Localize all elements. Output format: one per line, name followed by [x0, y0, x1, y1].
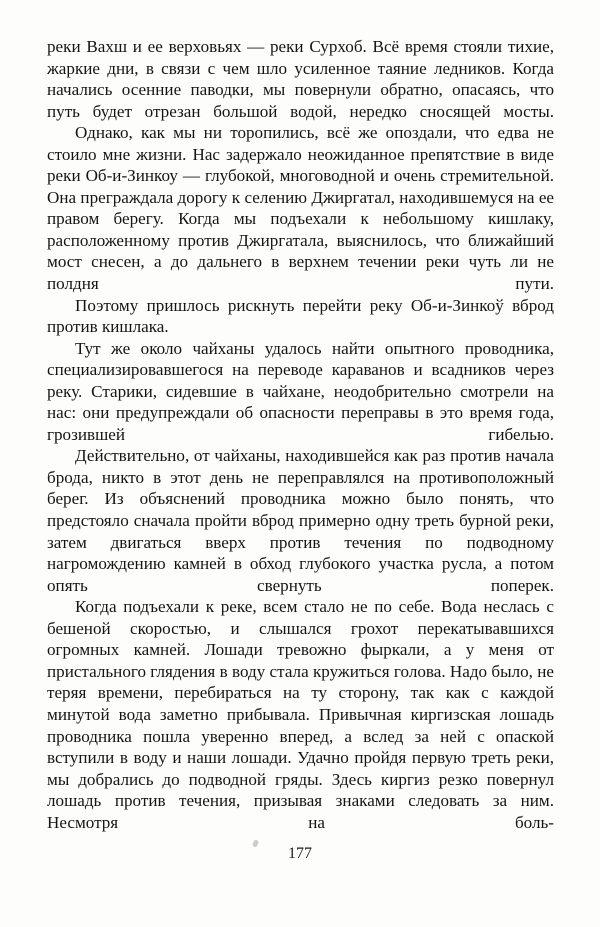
page-number: 177 [288, 845, 312, 862]
page-text-body [47, 36, 554, 833]
paragraph: Тут же около чайханы удалось найти опытного проводника, специализировавшегося на переводе караванов и всадников через реку. Старики, сидевшие в чайхане, неодобрительно смотрели на нас: они предупреждали об опасности переправы в это время года, грозившей гибелью. [47, 338, 554, 444]
paragraph: Когда подъехали к реке, всем стало не по себе. Вода неслась с бешеной скоростью, и слышался грохот перекатывавшихся огромных камней. Лошади тревожно фыркали, а у меня от пристального глядения в воду стала кружиться голова. Надо было, не теряя времени, перебираться на ту сторону, так как с каждой минутой вода заметно прибывала. Привычная киргизская лошадь проводника пошла уверенно вперед, а вслед за ней с опаской вступили в воду и наши лошади. Удачно пройдя первую треть реки, мы добрались до подводной гряды. Здесь киргиз резко повернул лошадь против течения, призывая знаками следовать за ним. Несмотря на боль- [47, 597, 554, 832]
paragraph: реки Вахш и ее верховьях — реки Сурхоб. Всё время стояли тихие, жаркие дни, в связи с чем шло усиленное таяние ледников. Когда начались осенние паводки, мы повернули обратно, опасаясь, что путь будет отрезан большой водой, нередко сносящей мосты. [47, 37, 554, 121]
paragraph: Поэтому пришлось рискнуть перейти реку Об-и-Зинкоў вброд против кишлака. [47, 295, 554, 337]
paragraph: Действительно, от чайханы, находившейся как раз против начала брода, никто в этот день не переправлялся на противоположный берег. Из объяснений проводника можно было понять, что предстояло сначала пройти вброд примерно одну треть бурной реки, затем двигаться вверх против течения по подводному нагромождению камней в обход глубокого участка русла, а потом опять свернуть поперек. [47, 446, 554, 595]
paragraph: Однако, как мы ни торопились, всё же опоздали, что едва не стоило мне жизни. Нас задержало неожиданное препятствие в виде реки Об-и-Зинкоу — глубокой, многоводной и очень стремительной. Она преграждала дорогу к селению Джиргатал, находившемуся на ее правом берегу. Когда мы подъехали к небольшому кишлаку, расположенному против Джиргатала, выяснилось, что ближайший мост снесен, а до дальнего в верхнем течении реки чуть ли не полдня пути. [47, 123, 554, 294]
